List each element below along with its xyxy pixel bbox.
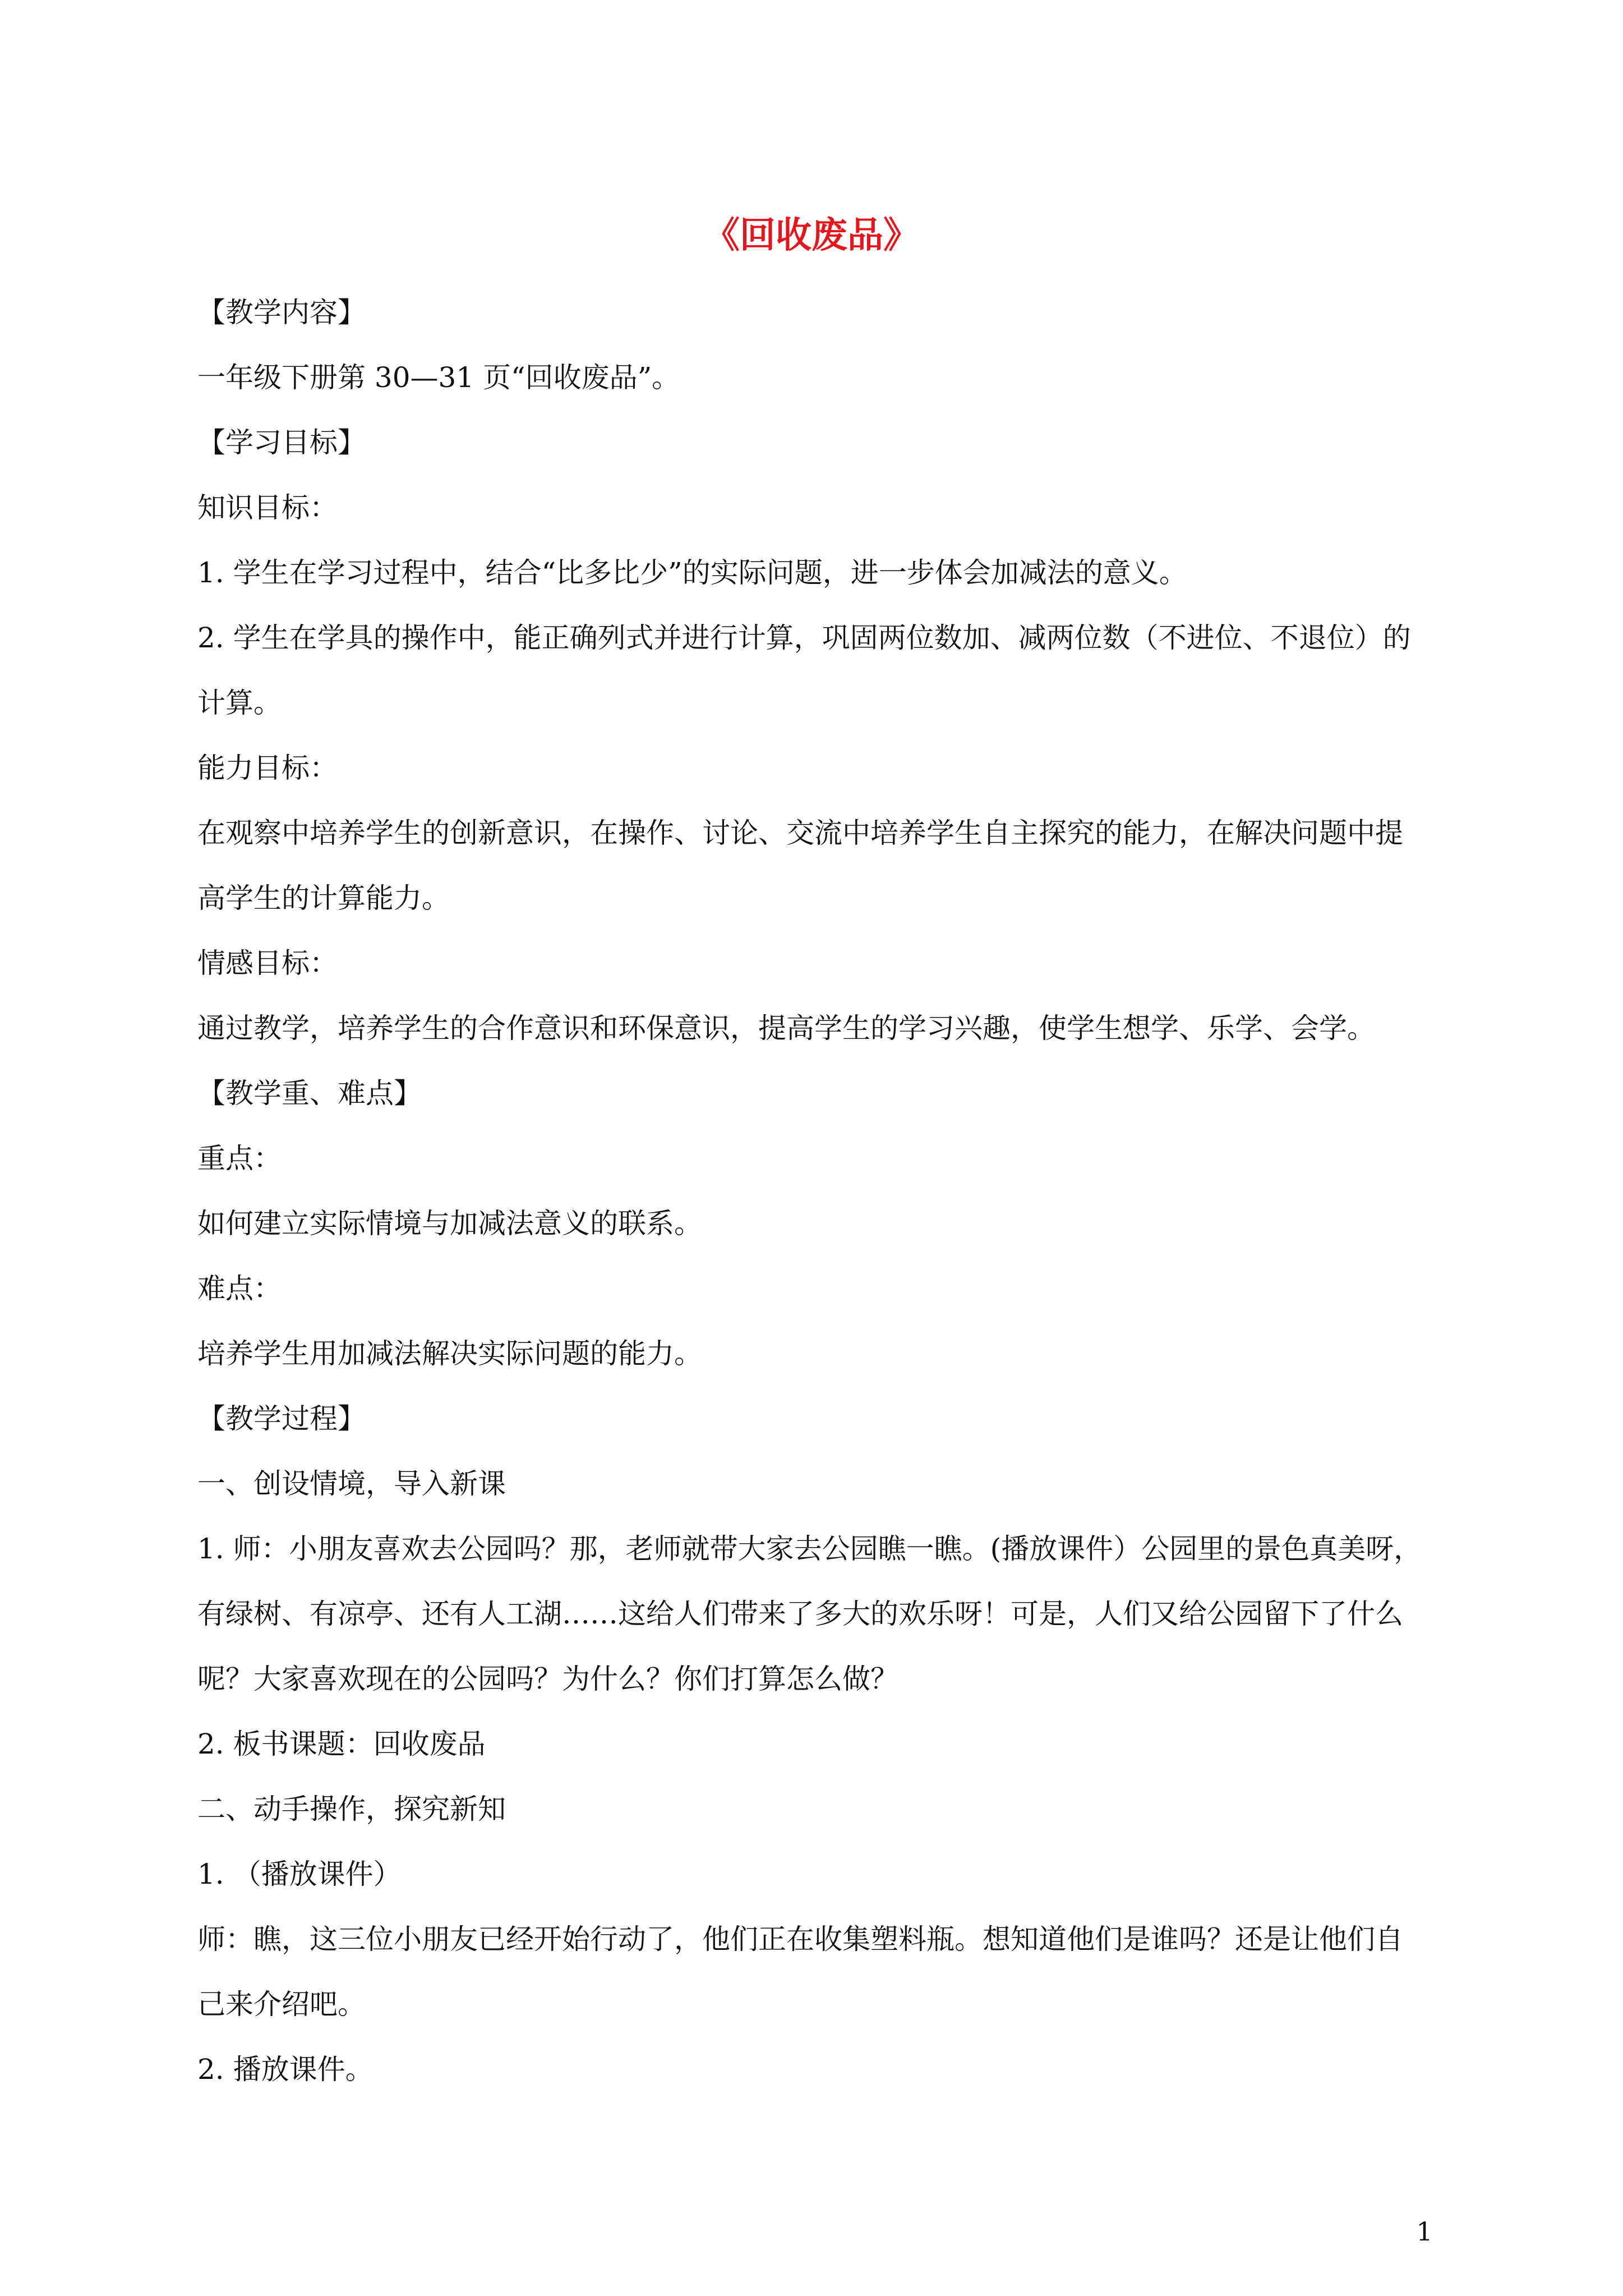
text-line: 高学生的计算能力。 bbox=[197, 882, 450, 914]
subheading-focus: 重点： bbox=[197, 1142, 282, 1175]
text-line: 通过教学，培养学生的合作意识和环保意识，提高学生的学习兴趣，使学生想学、乐学、会学。 bbox=[197, 1012, 1375, 1045]
text-line: 己来介绍吧。 bbox=[197, 1988, 366, 2021]
text-line: 培养学生用加减法解决实际问题的能力。 bbox=[197, 1337, 702, 1370]
text-line: 1. 学生在学习过程中，结合“比多比少”的实际问题，进一步体会加减法的意义。 bbox=[197, 556, 1187, 589]
section-heading-content: 【教学内容】 bbox=[197, 296, 366, 329]
text-line: 计算。 bbox=[197, 687, 282, 719]
page-number: 1 bbox=[1416, 2216, 1433, 2247]
subheading-part-two: 二、动手操作，探究新知 bbox=[197, 1793, 506, 1825]
subheading-emotion: 情感目标： bbox=[197, 947, 338, 979]
subheading-ability: 能力目标： bbox=[197, 752, 338, 784]
section-heading-process: 【教学过程】 bbox=[197, 1402, 366, 1435]
text-line: 有绿树、有凉亭、还有人工湖……这给人们带来了多大的欢乐呀！可是，人们又给公园留下了什么 bbox=[197, 1598, 1403, 1630]
text-line: 师：瞧，这三位小朋友已经开始行动了，他们正在收集塑料瓶。想知道他们是谁吗？还是让他们自 bbox=[197, 1923, 1403, 1955]
text-line: 一年级下册第 30—31 页“回收废品”。 bbox=[197, 361, 680, 394]
subheading-part-one: 一、创设情境，导入新课 bbox=[197, 1467, 506, 1500]
text-line: 2. 学生在学具的操作中，能正确列式并进行计算，巩固两位数加、减两位数（不进位、不退位）的 bbox=[197, 622, 1411, 654]
document-body bbox=[197, 296, 1442, 2086]
text-line: 2. 播放课件。 bbox=[197, 2053, 374, 2086]
text-line: 如何建立实际情境与加减法意义的联系。 bbox=[197, 1207, 702, 1240]
section-heading-goals: 【学习目标】 bbox=[197, 426, 366, 459]
text-line: 1. 师：小朋友喜欢去公园吗？那，老师就带大家去公园瞧一瞧。(播放课件）公园里的景色真美呀， bbox=[197, 1533, 1422, 1565]
section-heading-keypoints: 【教学重、难点】 bbox=[197, 1077, 422, 1110]
subheading-knowledge: 知识目标： bbox=[197, 491, 338, 524]
text-line: 在观察中培养学生的创新意识，在操作、讨论、交流中培养学生自主探究的能力，在解决问题中提 bbox=[197, 817, 1403, 849]
text-line: 2. 板书课题：回收废品 bbox=[197, 1728, 486, 1760]
subheading-difficulty: 难点： bbox=[197, 1272, 282, 1305]
document-title: 《回收废品》 bbox=[704, 214, 919, 256]
text-line: 1. （播放课件） bbox=[197, 1858, 402, 1890]
text-line: 呢？大家喜欢现在的公园吗？为什么？你们打算怎么做？ bbox=[197, 1663, 898, 1695]
